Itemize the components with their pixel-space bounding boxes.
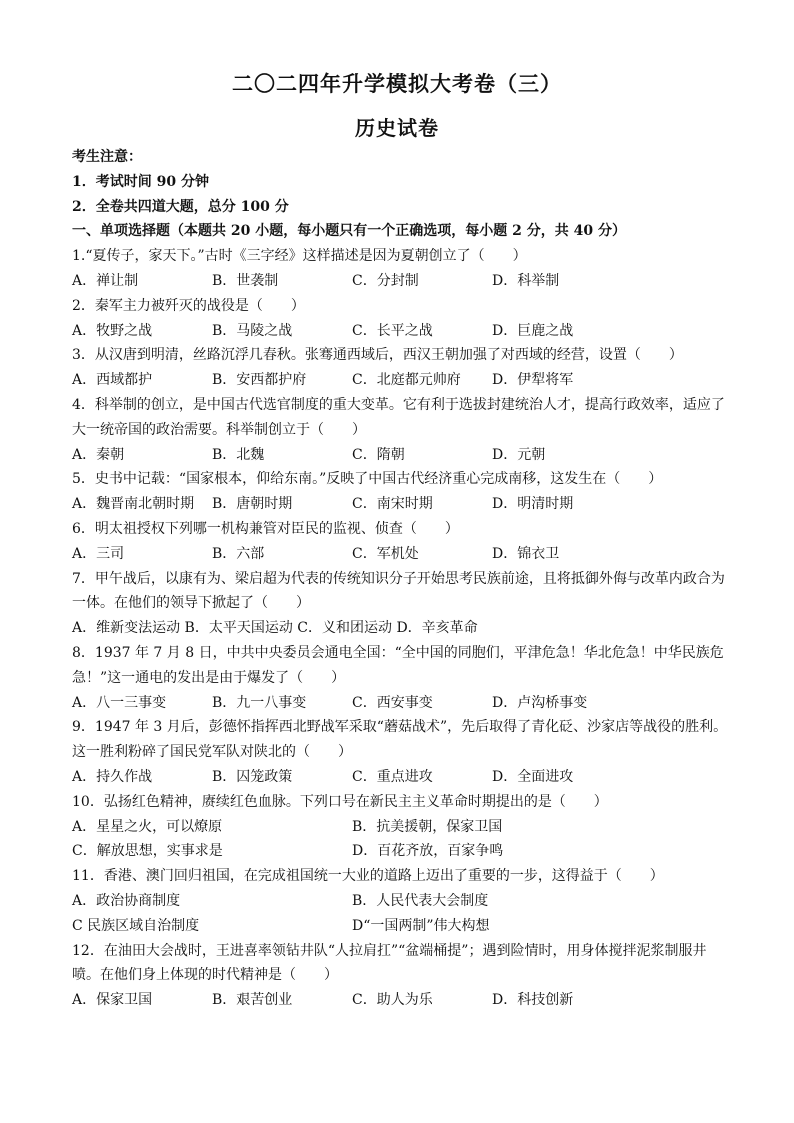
question-stem: 9．1947 年 3 月后，彭德怀指挥西北野战军采取“蘑菇战术”，先后取得了青化砭、沙家店等战役的胜利。 bbox=[72, 719, 728, 736]
option-row bbox=[72, 616, 722, 641]
answer-option[interactable]: D．卢沟桥事变 bbox=[492, 694, 588, 711]
question-item bbox=[72, 567, 725, 641]
answer-option[interactable]: C．隋朝 bbox=[352, 446, 405, 463]
answer-option[interactable]: B．囚笼政策 bbox=[212, 768, 293, 785]
answer-option[interactable]: C．助人为乐 bbox=[352, 992, 433, 1009]
question-item bbox=[72, 715, 728, 789]
question-item bbox=[72, 343, 722, 393]
answer-option[interactable]: C．北庭都元帅府 bbox=[352, 372, 461, 389]
answer-option[interactable]: B．唐朝时期 bbox=[212, 496, 293, 513]
answer-option[interactable]: D“一国两制”伟大构想 bbox=[352, 917, 490, 934]
question-stem: 2．秦军主力被歼灭的战役是（ ） bbox=[72, 297, 305, 314]
question-stem: 喷。在他们身上体现的时代精神是（ ） bbox=[72, 967, 338, 984]
answer-option[interactable]: D．明清时期 bbox=[492, 496, 574, 513]
question-item bbox=[72, 467, 722, 517]
answer-option[interactable]: B．六部 bbox=[212, 545, 265, 562]
exam-content bbox=[72, 145, 728, 1013]
answer-option[interactable]: B．人民代表大会制度 bbox=[352, 892, 489, 909]
option-row bbox=[72, 765, 722, 790]
answer-option[interactable]: A．持久作战 bbox=[72, 768, 153, 785]
option-row bbox=[72, 319, 722, 344]
option-row bbox=[72, 542, 722, 567]
notice-heading: 考生注意： bbox=[72, 149, 142, 165]
answer-option[interactable]: D．元朝 bbox=[492, 446, 546, 463]
answer-option[interactable]: A．三司 bbox=[72, 545, 125, 562]
question-stem: 1.“夏传子，家天下。”古时《三字经》这样描述是因为夏朝创立了（ ） bbox=[72, 248, 527, 265]
exam-title: 二〇二四年升学模拟大考卷（三） bbox=[232, 71, 562, 96]
question-stem: 7．甲午战后，以康有为、梁启超为代表的传统知识分子开始思考民族前途，且将抵御外侮与改革内政合为 bbox=[72, 570, 725, 587]
question-stem: 12．在油田大会战时，王进喜率领钻井队“人拉肩扛”“盆端桶提”；遇到险情时，用身体搅拌泥浆制服井 bbox=[72, 942, 707, 959]
answer-option[interactable]: C．解放思想，实事求是 bbox=[72, 843, 223, 860]
answer-option[interactable]: B．抗美援朝，保家卫国 bbox=[352, 818, 503, 835]
answer-option[interactable]: A．八一三事变 bbox=[72, 694, 167, 711]
question-stem: 急！”这一通电的发出是由于爆发了（ ） bbox=[72, 669, 346, 686]
answer-option[interactable]: D．伊犁将军 bbox=[492, 372, 574, 389]
answer-option[interactable]: D．巨鹿之战 bbox=[492, 322, 574, 339]
answer-option[interactable]: A．政治协商制度 bbox=[72, 892, 181, 909]
answer-option[interactable]: C．分封制 bbox=[352, 272, 419, 289]
answer-option[interactable]: A．维新变法运动 B．太平天国运动 C．义和团运动 D．辛亥革命 bbox=[72, 620, 478, 637]
option-row bbox=[72, 443, 722, 468]
question-stem: 这一胜利粉碎了国民党军队对陕北的（ ） bbox=[72, 744, 352, 761]
question-stem: 8．1937 年 7 月 8 日，中共中央委员会通电全国：“全中国的同胞们，平津危急！华北危急！中华民族危 bbox=[72, 644, 724, 661]
question-item bbox=[72, 790, 722, 864]
answer-option[interactable]: C 民族区域自治制度 bbox=[72, 917, 200, 934]
answer-option[interactable]: A．禅让制 bbox=[72, 272, 139, 289]
answer-option[interactable]: B．九一八事变 bbox=[212, 694, 307, 711]
answer-option[interactable]: B．世袭制 bbox=[212, 272, 279, 289]
option-row bbox=[72, 269, 722, 294]
answer-option[interactable]: A．保家卫国 bbox=[72, 992, 153, 1009]
answer-option[interactable]: B．安西都护府 bbox=[212, 372, 307, 389]
option-row bbox=[72, 839, 722, 864]
answer-option[interactable]: D．科技创新 bbox=[492, 992, 574, 1009]
answer-option[interactable]: A．西域都护 bbox=[72, 372, 153, 389]
question-item bbox=[72, 294, 722, 344]
answer-option[interactable]: C．西安事变 bbox=[352, 694, 433, 711]
answer-option[interactable]: C．重点进攻 bbox=[352, 768, 433, 785]
answer-option[interactable]: A．魏晋南北朝时期 bbox=[72, 496, 195, 513]
answer-option[interactable]: A．牧野之战 bbox=[72, 322, 153, 339]
answer-option[interactable]: A．星星之火，可以燎原 bbox=[72, 818, 223, 835]
question-stem: 4．科举制的创立，是中国古代选官制度的重大变革。它有利于选拔封建统治人才，提高行政效率，适应了 bbox=[72, 396, 725, 413]
answer-option[interactable]: B．北魏 bbox=[212, 446, 265, 463]
option-row bbox=[72, 368, 722, 393]
answer-option[interactable]: B．艰苦创业 bbox=[212, 992, 293, 1009]
subject-title: 历史试卷 bbox=[355, 116, 439, 140]
answer-option[interactable]: D．锦衣卫 bbox=[492, 545, 560, 562]
question-stem: 大一统帝国的政治需要。科举制创立于（ ） bbox=[72, 421, 366, 438]
option-row bbox=[72, 988, 722, 1013]
answer-option[interactable]: C．南宋时期 bbox=[352, 496, 433, 513]
answer-option[interactable]: B．马陵之战 bbox=[212, 322, 293, 339]
question-item bbox=[72, 864, 722, 938]
answer-option[interactable]: D．全面进攻 bbox=[492, 768, 574, 785]
question-item bbox=[72, 517, 722, 567]
option-row bbox=[72, 815, 722, 840]
answer-option[interactable]: C．长平之战 bbox=[352, 322, 433, 339]
option-row bbox=[72, 889, 722, 914]
question-item bbox=[72, 393, 725, 467]
question-item bbox=[72, 244, 722, 294]
answer-option[interactable]: D．科举制 bbox=[492, 272, 560, 289]
option-row bbox=[72, 492, 722, 517]
question-stem: 11．香港、澳门回归祖国，在完成祖国统一大业的道路上迈出了重要的一步，这得益于（ ） bbox=[72, 868, 664, 885]
option-row bbox=[72, 691, 722, 716]
notice-item: 2．全卷共四道大题，总分 100 分 bbox=[72, 198, 289, 215]
question-stem: 3．从汉唐到明清，丝路沉浮几春秋。张骞通西域后，西汉王朝加强了对西域的经营，设置（ ） bbox=[72, 347, 683, 364]
notice-item: 1．考试时间 90 分钟 bbox=[72, 173, 209, 190]
answer-option[interactable]: D．百花齐放，百家争鸣 bbox=[352, 843, 504, 860]
question-stem: 10．弘扬红色精神，赓续红色血脉。下列口号在新民主主义革命时期提出的是（ ） bbox=[72, 793, 608, 810]
question-list bbox=[72, 244, 728, 1013]
option-row bbox=[72, 914, 722, 939]
answer-option[interactable]: C．军机处 bbox=[352, 545, 419, 562]
answer-option[interactable]: A．秦朝 bbox=[72, 446, 125, 463]
question-item bbox=[72, 939, 722, 1013]
question-stem: 一体。在他们的领导下掀起了（ ） bbox=[72, 595, 310, 612]
question-stem: 6．明太祖授权下列哪一机构兼管对臣民的监视、侦查（ ） bbox=[72, 520, 459, 537]
section-heading: 一、单项选择题（本题共 20 小题，每小题只有一个正确选项，每小题 2 分，共 40 分） bbox=[72, 223, 626, 240]
question-stem: 5．史书中记载：“国家根本，仰给东南。”反映了中国古代经济重心完成南移，这发生在（ ） bbox=[72, 471, 663, 488]
question-item bbox=[72, 641, 722, 715]
